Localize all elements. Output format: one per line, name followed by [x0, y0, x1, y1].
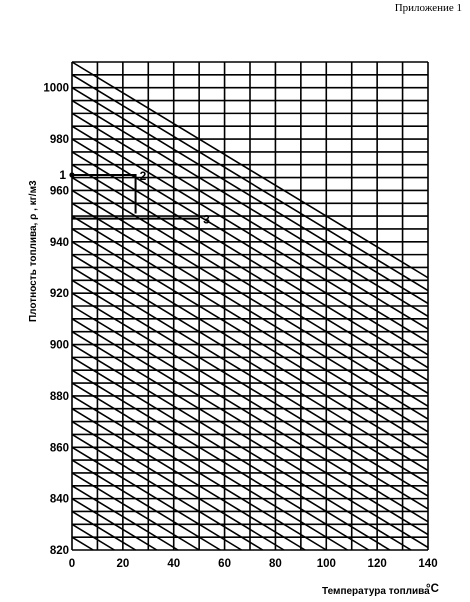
y-tick-label: 960: [49, 185, 69, 198]
y-tick-labels: [43, 83, 69, 557]
y-tick-label: 940: [49, 236, 69, 249]
annotation-label: 2: [139, 169, 147, 184]
x-tick-label: 100: [316, 558, 336, 570]
annotation-label: 1: [59, 168, 66, 183]
density-line: [72, 409, 305, 550]
x-tick-label: 60: [218, 558, 231, 570]
density-line: [72, 486, 178, 550]
x-tick-label: 20: [116, 558, 130, 570]
x-tick-labels: [69, 558, 438, 570]
annotation-label: 3: [203, 212, 210, 227]
example-start-dot: [69, 172, 74, 177]
x-tick-label: 140: [418, 558, 438, 570]
density-line: [72, 357, 390, 550]
example-path: [72, 175, 136, 214]
x-axis-title: Температура топлива: [322, 586, 430, 597]
x-tick-label: 80: [269, 558, 282, 570]
x-tick-label: 0: [68, 558, 76, 570]
y-tick-label: 860: [49, 442, 69, 455]
y-tick-label: 840: [49, 493, 69, 506]
density-line: [72, 434, 263, 550]
y-axis-title: Плотность топлива, ρ , кг/м3: [28, 180, 39, 322]
y-tick-label: 1000: [43, 82, 69, 95]
x-tick-label: 120: [367, 558, 387, 570]
x-tick-label: 40: [167, 558, 181, 570]
appendix-label: Приложение 1: [394, 2, 462, 14]
y-tick-label: 900: [49, 339, 69, 352]
y-tick-label: 980: [49, 134, 69, 147]
y-tick-label: 880: [49, 390, 69, 403]
y-tick-label: 920: [49, 288, 69, 301]
y-tick-label: 820: [49, 545, 69, 557]
density-line: [72, 537, 93, 550]
x-axis-unit: °C: [426, 583, 439, 595]
